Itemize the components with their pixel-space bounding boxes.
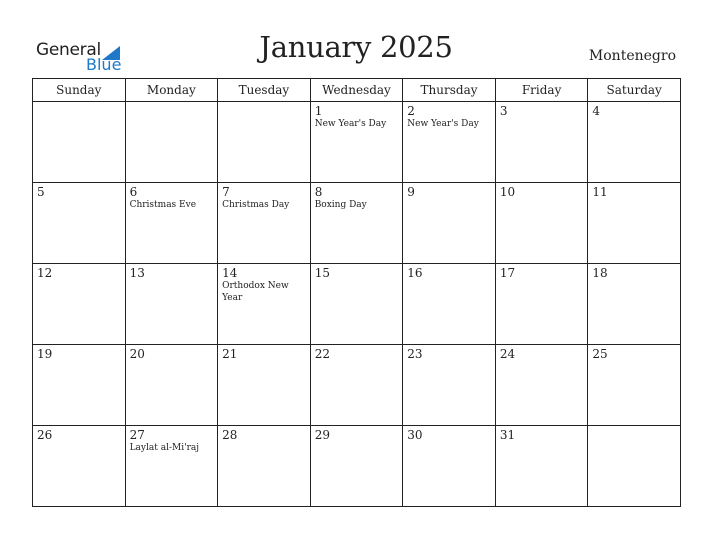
day-number: 17 <box>499 266 516 280</box>
day-cell <box>310 183 403 264</box>
day-cell <box>33 426 126 507</box>
holiday-label: Orthodox New Year <box>222 281 289 303</box>
day-cell <box>218 426 311 507</box>
day-cell <box>218 264 311 345</box>
day-cell <box>125 264 218 345</box>
day-cell <box>588 345 681 426</box>
day-number: 31 <box>499 428 516 442</box>
day-number: 24 <box>499 347 516 361</box>
weekday-header: Thursday <box>403 79 496 102</box>
day-cell <box>33 345 126 426</box>
day-cell <box>218 102 311 183</box>
day-cell <box>218 183 311 264</box>
holiday-label: New Year's Day <box>314 119 387 129</box>
day-cell <box>495 264 588 345</box>
day-number: 13 <box>129 266 145 280</box>
day-cell <box>495 183 588 264</box>
day-cell <box>495 345 588 426</box>
day-number: 7 <box>222 185 230 199</box>
holiday-label: Christmas Day <box>222 200 290 210</box>
day-number: 23 <box>407 347 423 361</box>
day-cell <box>33 264 126 345</box>
logo-word-blue: Blue <box>86 55 122 74</box>
weekday-header-row <box>33 79 681 102</box>
weekday-header: Tuesday <box>218 79 311 102</box>
day-number: 11 <box>592 185 608 199</box>
day-cell <box>495 102 588 183</box>
day-number: 21 <box>222 347 238 361</box>
day-cell <box>310 426 403 507</box>
day-cell <box>33 102 126 183</box>
day-number: 2 <box>407 104 415 118</box>
day-cell <box>588 426 681 507</box>
day-number: 3 <box>499 104 508 118</box>
day-number: 25 <box>592 347 608 361</box>
day-cell <box>588 264 681 345</box>
day-cell <box>125 345 218 426</box>
day-number: 15 <box>314 266 330 280</box>
day-number: 12 <box>37 266 53 280</box>
day-number: 20 <box>129 347 145 361</box>
country-label: Montenegro <box>588 48 676 64</box>
day-number: 30 <box>407 428 423 442</box>
calendar-title: January 2025 <box>259 30 453 64</box>
day-cell <box>310 102 403 183</box>
weekday-header: Saturday <box>588 79 681 102</box>
day-cell <box>495 426 588 507</box>
day-number: 9 <box>407 185 415 199</box>
week-row <box>33 426 681 507</box>
weekday-header: Friday <box>495 79 588 102</box>
holiday-label: Laylat al-Mi'raj <box>129 443 200 453</box>
day-number: 8 <box>314 185 323 199</box>
weekday-header: Wednesday <box>310 79 403 102</box>
day-number: 26 <box>37 428 53 442</box>
day-cell <box>33 183 126 264</box>
weekday-header: Sunday <box>33 79 126 102</box>
day-cell <box>403 345 496 426</box>
week-row <box>33 264 681 345</box>
day-cell <box>403 426 496 507</box>
day-number: 6 <box>129 185 138 199</box>
day-number: 27 <box>129 428 145 442</box>
day-number: 16 <box>407 266 423 280</box>
day-number: 29 <box>314 428 330 442</box>
week-row <box>33 102 681 183</box>
day-cell <box>588 183 681 264</box>
holiday-label: Christmas Eve <box>129 200 197 210</box>
day-cell <box>125 183 218 264</box>
day-cell <box>310 264 403 345</box>
logo-word-general: General <box>36 40 101 60</box>
weekday-header: Monday <box>125 79 218 102</box>
day-number: 19 <box>37 347 53 361</box>
day-number: 14 <box>222 266 238 280</box>
day-cell <box>403 102 496 183</box>
day-number: 5 <box>37 185 45 199</box>
week-row <box>33 183 681 264</box>
day-number: 1 <box>314 104 323 118</box>
day-cell <box>125 102 218 183</box>
day-number: 28 <box>222 428 238 442</box>
holiday-label: Boxing Day <box>314 200 367 210</box>
day-cell <box>588 102 681 183</box>
day-cell <box>310 345 403 426</box>
day-cell <box>125 426 218 507</box>
day-number: 10 <box>499 185 516 199</box>
calendar-grid <box>32 78 681 507</box>
day-cell <box>403 264 496 345</box>
day-cell <box>403 183 496 264</box>
week-row <box>33 345 681 426</box>
day-number: 22 <box>314 347 330 361</box>
day-number: 18 <box>592 266 608 280</box>
day-cell <box>218 345 311 426</box>
holiday-label: New Year's Day <box>407 119 479 129</box>
day-number: 4 <box>592 104 601 118</box>
